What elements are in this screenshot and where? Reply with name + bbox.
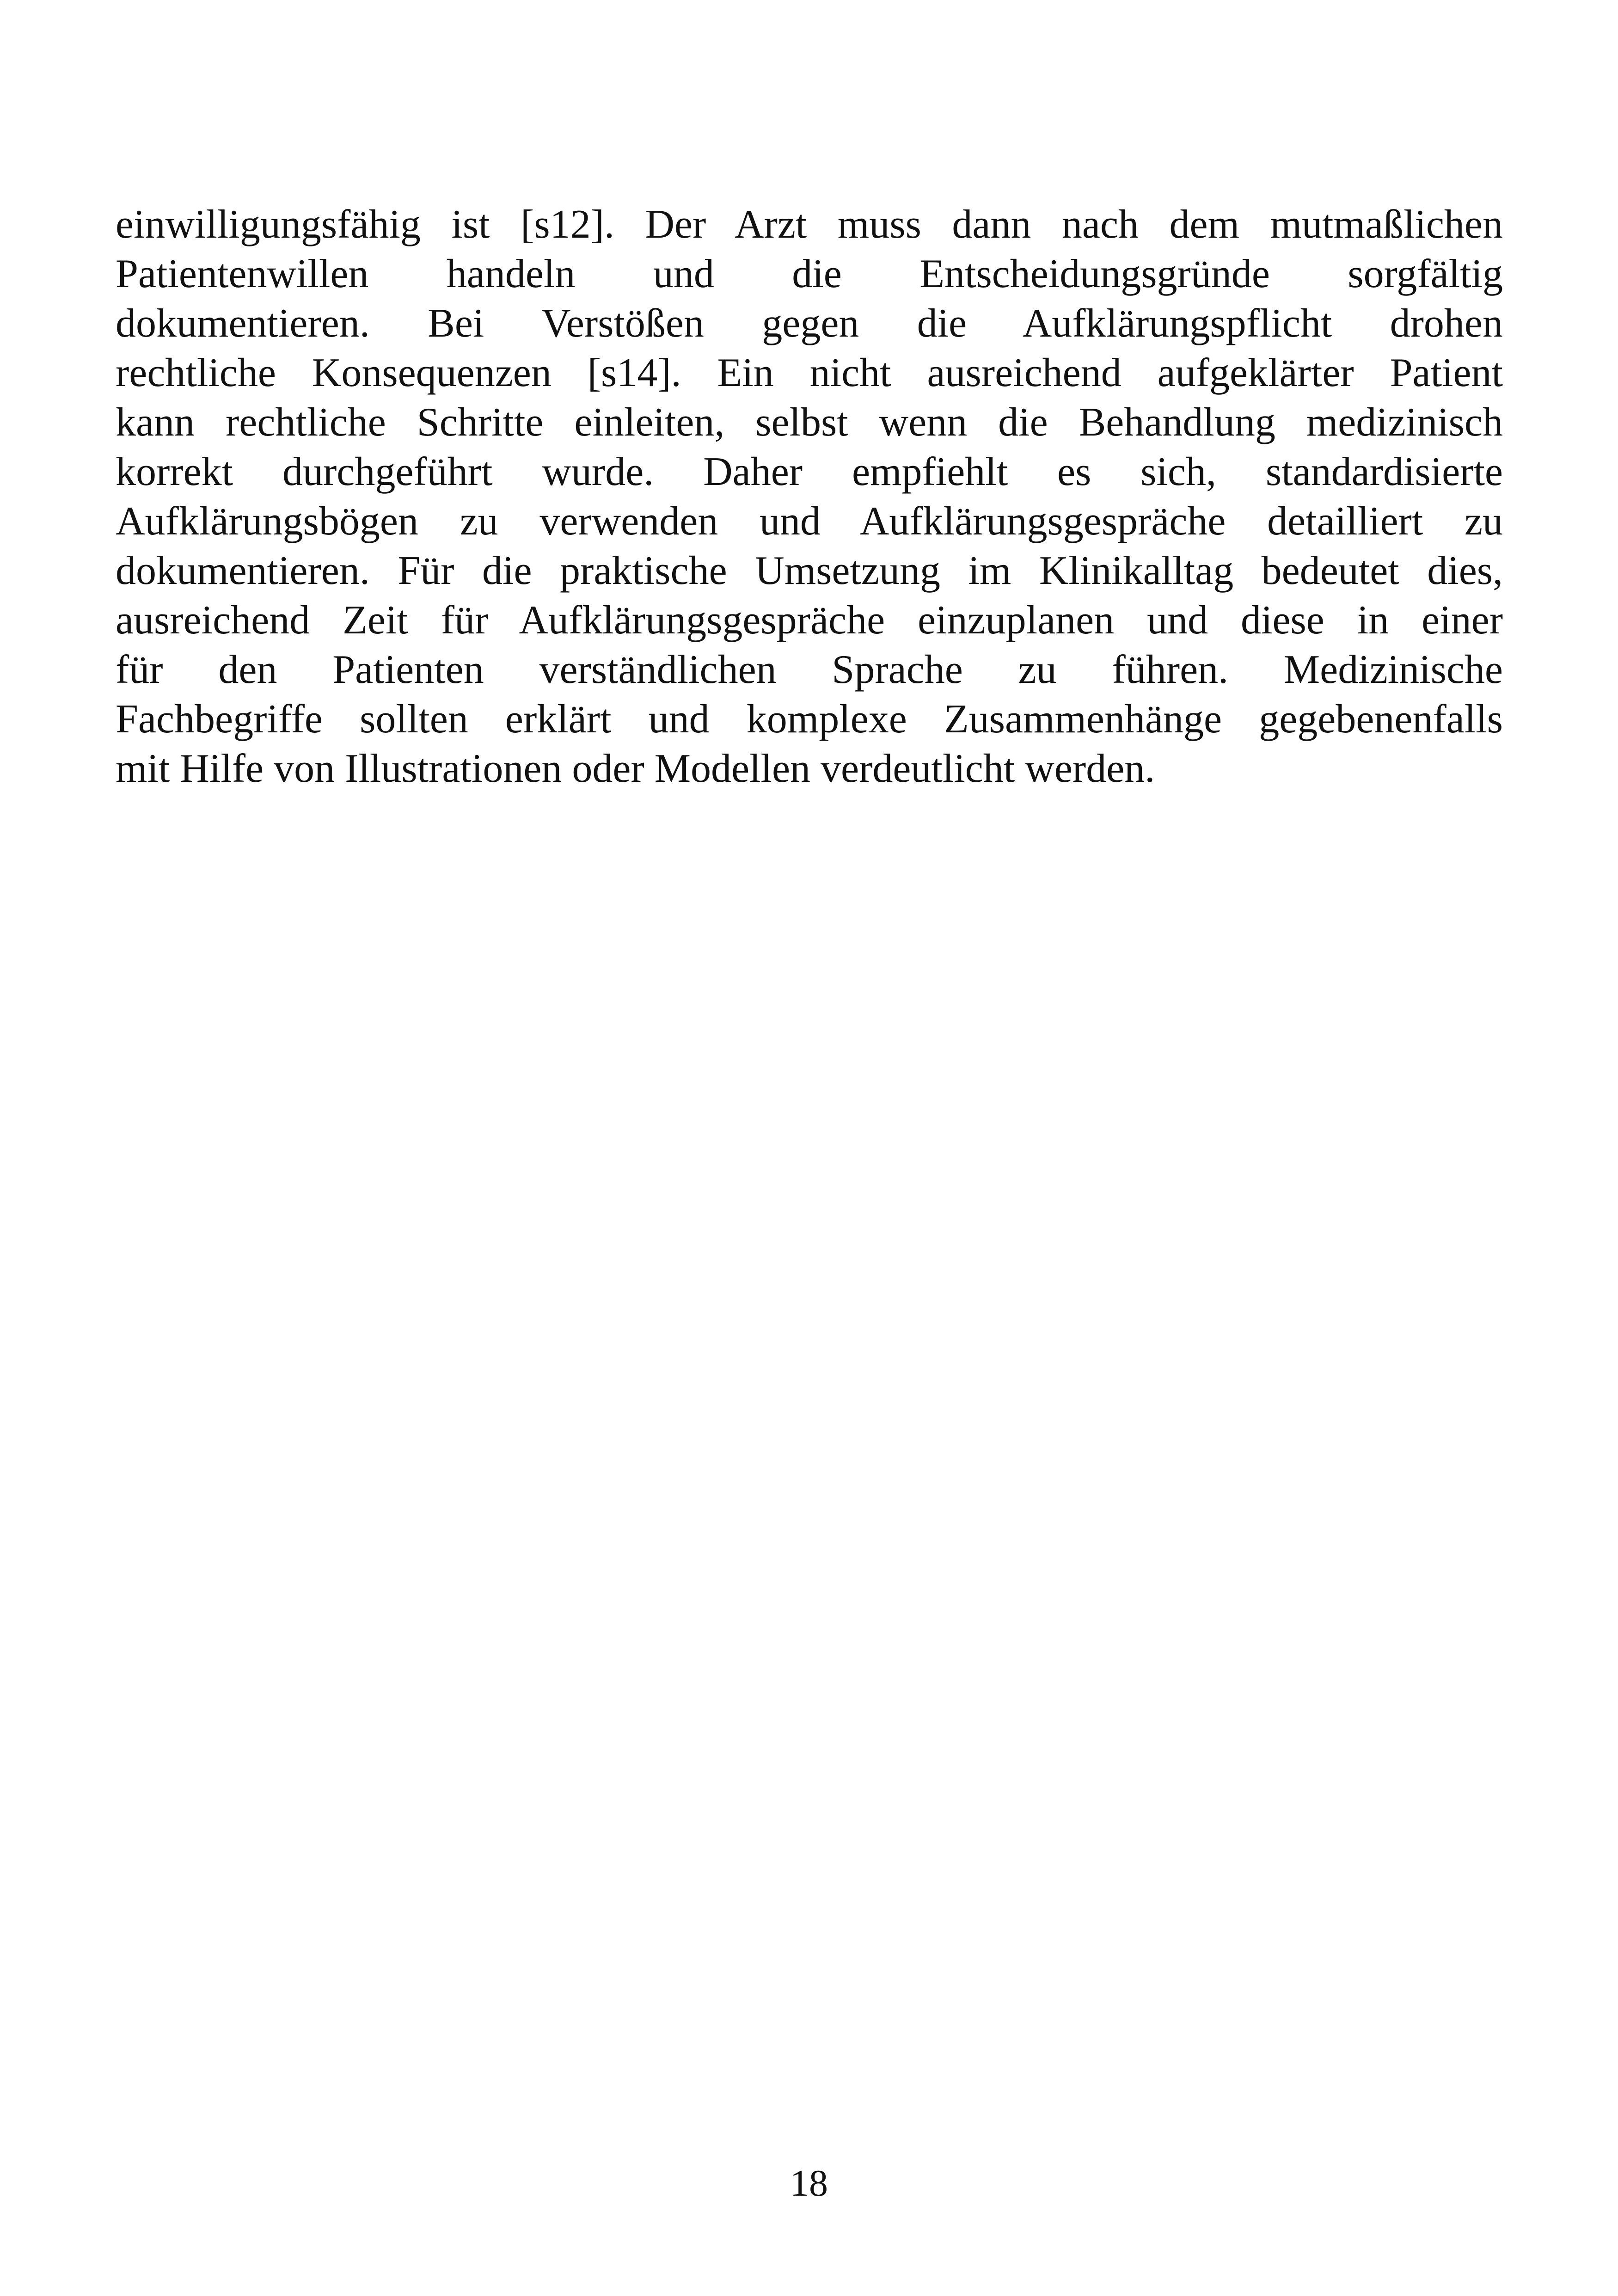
body-line: Patientenwillen handeln und die Entscheidungsgründe sorgfältig [116, 252, 1503, 296]
body-line: Aufklärungsbögen zu verwenden und Aufklärungsgespräche detailliert zu [116, 499, 1503, 544]
body-line: ausreichend Zeit für Aufklärungsgespräche einzuplanen und diese in einer [116, 598, 1503, 643]
body-line: rechtliche Konsequenzen [s14]. Ein nicht ausreichend aufgeklärter Patient [116, 350, 1503, 395]
body-paragraph [116, 200, 1503, 793]
body-line: kann rechtliche Schritte einleiten, selbst wenn die Behandlung medizinisch [116, 400, 1503, 445]
body-line-last: mit Hilfe von Illustrationen oder Modellen verdeutlicht werden. [116, 746, 1155, 791]
page-number: 18 [790, 2162, 828, 2204]
body-line: dokumentieren. Bei Verstößen gegen die Aufklärungspflicht drohen [116, 301, 1503, 346]
body-line: Fachbegriffe sollten erklärt und komplexe Zusammenhänge gegebenenfalls [116, 697, 1503, 742]
body-line: korrekt durchgeführt wurde. Daher empfiehlt es sich, standardisierte [116, 449, 1503, 494]
body-line: für den Patienten verständlichen Sprache zu führen. Medizinische [116, 647, 1503, 692]
body-line: einwilligungsfähig ist [s12]. Der Arzt muss dann nach dem mutmaßlichen [116, 202, 1503, 247]
body-line: dokumentieren. Für die praktische Umsetzung im Klinikalltag bedeutet dies, [116, 548, 1503, 593]
